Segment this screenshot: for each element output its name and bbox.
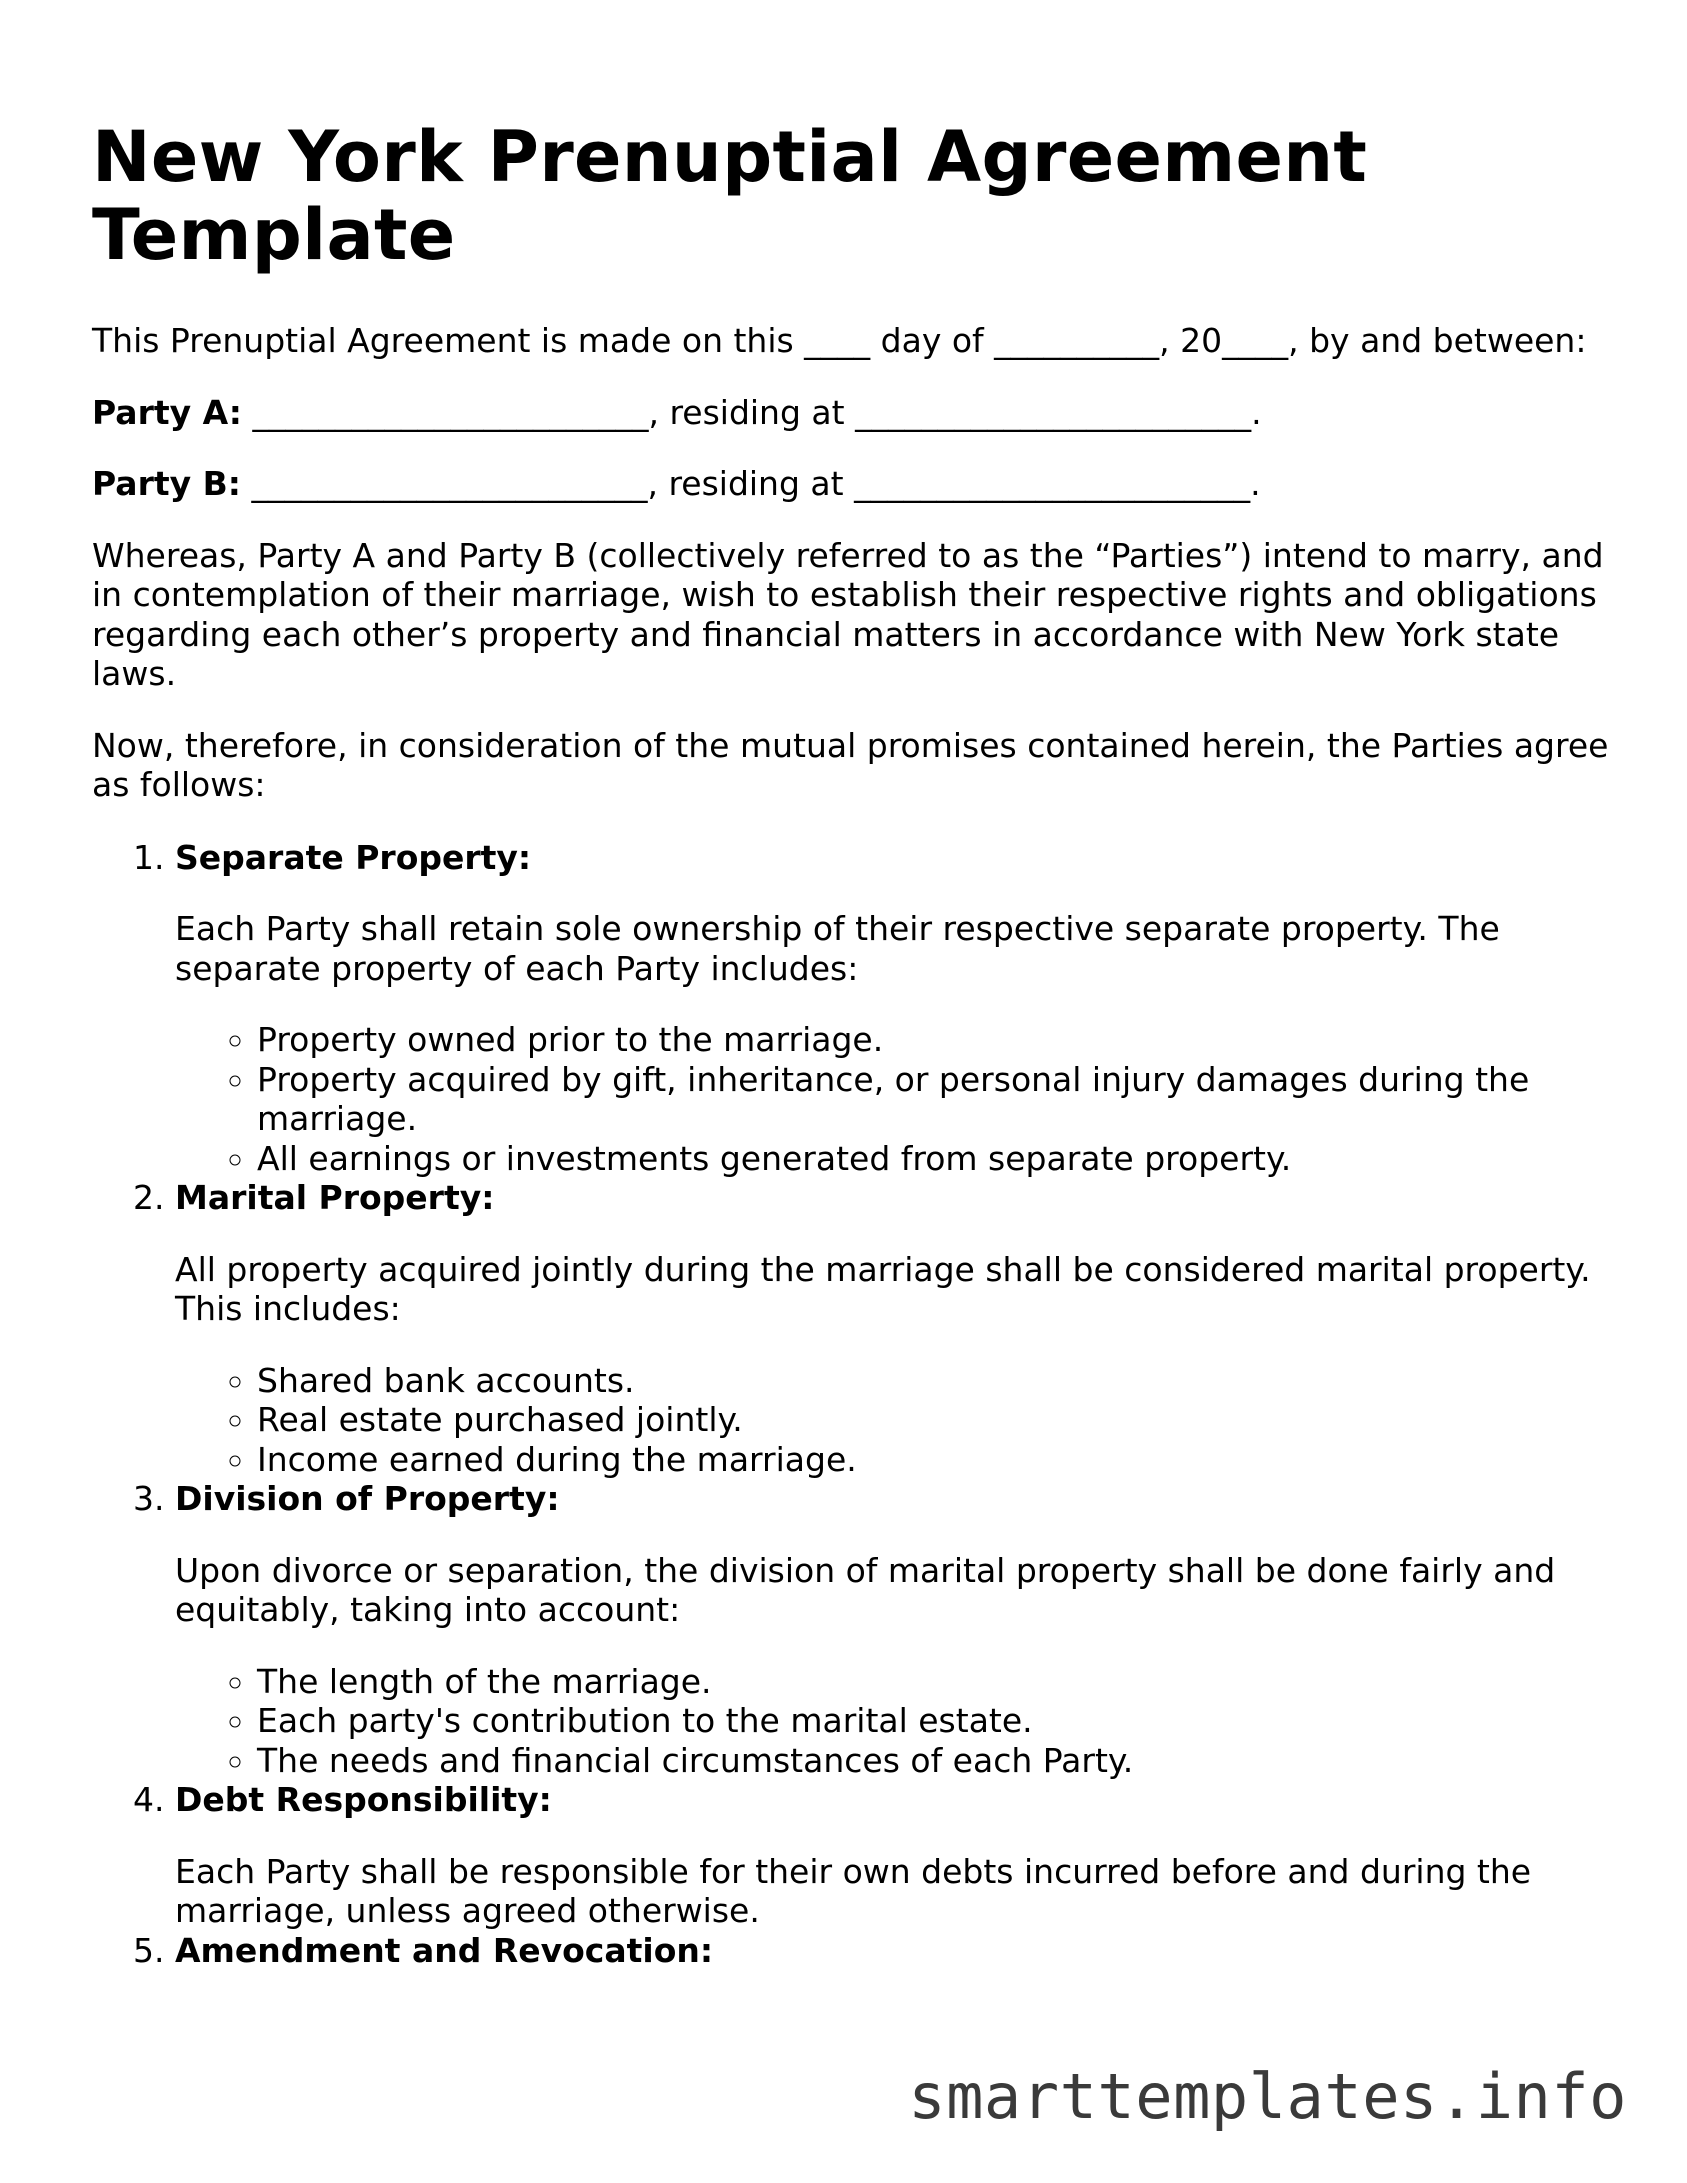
intro-paragraph: This Prenuptial Agreement is made on this ____ day of __________, 20____, by and between: <box>92 321 1587 360</box>
section-body: Each Party shall retain sole ownership of their respective separate property. The separate property of each Party includes: <box>175 909 1500 988</box>
section-title: 1. Separate Property: <box>175 837 532 877</box>
section-title: 4. Debt Responsibility: <box>175 1780 552 1819</box>
section-body: All property acquired jointly during the marriage shall be considered marital property. This includes: <box>175 1249 1591 1328</box>
whereas-paragraph: Whereas, Party A and Party B (collectively referred to as the “Parties”) intend to marry, and in contemplation of their marriage, wish to establish their respective rights and obligations regarding each other’s property and financial matters in accordance with New York state laws. <box>92 535 1604 693</box>
party-a-label: Party A: <box>92 392 242 432</box>
section-items <box>175 1020 1612 1178</box>
section-amendment-and-revocation <box>175 1931 1612 1971</box>
section-title: 5. Amendment and Revocation: <box>175 1930 714 1970</box>
section-marital-property <box>175 1178 1612 1479</box>
list-item: ◦ Shared bank accounts. <box>257 1361 1612 1401</box>
section-division-of-property <box>175 1479 1612 1780</box>
party-b-label: Party B: <box>92 464 241 503</box>
list-item: ◦ Real estate purchased jointly. <box>257 1400 1612 1440</box>
party-b-line <box>92 464 1612 504</box>
section-body: Each Party shall be responsible for their own debts incurred before and during the marriage, unless agreed otherwise. <box>175 1851 1532 1930</box>
party-a-text: ________________________, residing at ________________________. <box>241 392 1262 432</box>
party-a-line <box>92 393 1612 433</box>
section-body: Upon divorce or separation, the division of marital property shall be done fairly and equitably, taking into account: <box>175 1550 1556 1629</box>
section-title: 2. Marital Property: <box>175 1178 495 1217</box>
section-items <box>175 1361 1612 1480</box>
list-item: ◦ All earnings or investments generated from separate property. <box>257 1139 1612 1179</box>
section-items <box>175 1662 1612 1781</box>
document-page <box>92 0 1612 1970</box>
section-title: 3. Division of Property: <box>175 1479 560 1518</box>
list-item: ◦ The length of the marriage. <box>257 1662 1612 1702</box>
watermark: smarttemplates.info <box>908 2060 1627 2133</box>
sections-list <box>92 838 1612 1971</box>
list-item: ◦ Each party's contribution to the marital estate. <box>257 1701 1612 1741</box>
now-therefore-paragraph: Now, therefore, in consideration of the mutual promises contained herein, the Parties agree as follows: <box>92 725 1609 804</box>
list-item: ◦ Property owned prior to the marriage. <box>257 1020 1612 1060</box>
section-separate-property <box>175 838 1612 1179</box>
document-title: New York Prenuptial Agreement Template <box>92 116 1368 276</box>
section-debt-responsibility <box>175 1780 1612 1931</box>
party-b-text: ________________________, residing at ________________________. <box>240 464 1261 503</box>
list-item: ◦ The needs and financial circumstances of each Party. <box>257 1741 1612 1781</box>
list-item: ◦ Income earned during the marriage. <box>257 1440 1612 1480</box>
list-item: ◦ Property acquired by gift, inheritance, or personal injury damages during the marriage. <box>257 1060 1612 1139</box>
